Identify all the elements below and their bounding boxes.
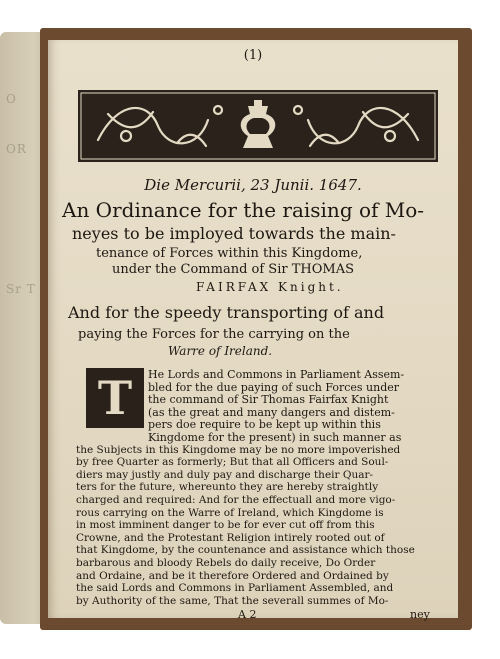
subtitle-line: Warre of Ireland.: [168, 344, 273, 358]
facing-page-fragment: OR: [6, 142, 27, 156]
body-line: the command of Sir Thomas Fairfax Knight: [148, 393, 389, 407]
body-line: He Lords and Commons in Parliament Assem-: [148, 368, 405, 381]
body-line: bled for the due paying of such Forces under: [148, 380, 400, 394]
body-line: the Subjects in this Kingdome may be no more impoverished: [76, 443, 401, 456]
title-line: tenance of Forces within this Kingdome,: [96, 246, 363, 261]
subtitle-line: And for the speedy transporting of and: [68, 303, 385, 322]
signature-mark: A 2: [238, 608, 257, 622]
title-line: under the Command of Sir THOMAS: [112, 262, 354, 277]
title-line: neyes to be imployed towards the main-: [72, 224, 396, 243]
facing-page-fragment: Sr T: [6, 282, 36, 296]
body-line: ters for the future, whereunto they are hereby straightly: [76, 481, 379, 494]
body-line: barbarous and bloody Rebels do daily receive, Do Order: [76, 557, 376, 569]
printed-page: [48, 40, 458, 622]
body-line: that Kingdome, by the countenance and assistance which those: [76, 544, 415, 557]
body-line: rous carrying on the Warre of Ireland, which Kingdome is: [76, 506, 384, 519]
title-line: FAIRFAX Knight.: [196, 280, 344, 294]
body-line: in most imminent danger to be for ever cut off from this: [76, 519, 375, 532]
facing-page-fragment: O: [6, 92, 17, 106]
body-line: by Authority of the same, That the severall summes of Mo-: [76, 594, 389, 607]
body-line: diers may justly and duly pay and discharge their Quar-: [76, 468, 374, 481]
body-line: by free Quarter as formerly; But that all Officers and Soul-: [76, 456, 389, 469]
title-line: An Ordinance for the raising of Mo-: [62, 198, 425, 222]
historiated-drop-cap: T: [86, 368, 144, 428]
catchword: ney: [410, 608, 430, 622]
body-line: Crowne, and the Protestant Religion intirely rooted out of: [76, 531, 385, 544]
body-line: Kingdome for the present) in such manner as: [148, 431, 402, 444]
body-line: (as the great and many dangers and distem-: [148, 405, 395, 419]
page-number: (1): [243, 48, 263, 63]
body-line: pers doe require to be kept up within this: [148, 418, 381, 432]
body-line: the said Lords and Commons in Parliament Assembled, and: [76, 582, 394, 595]
body-line: and Ordaine, and be it therefore Ordered and Ordained by: [76, 569, 389, 582]
dateline: Die Mercurii, 23 Junii. 1647.: [144, 176, 362, 194]
body-line: charged and required: And for the effectuall and more vigo-: [76, 494, 396, 506]
woodcut-headpiece-ornament: [78, 90, 438, 162]
subtitle-line: paying the Forces for the carrying on the: [78, 327, 350, 342]
